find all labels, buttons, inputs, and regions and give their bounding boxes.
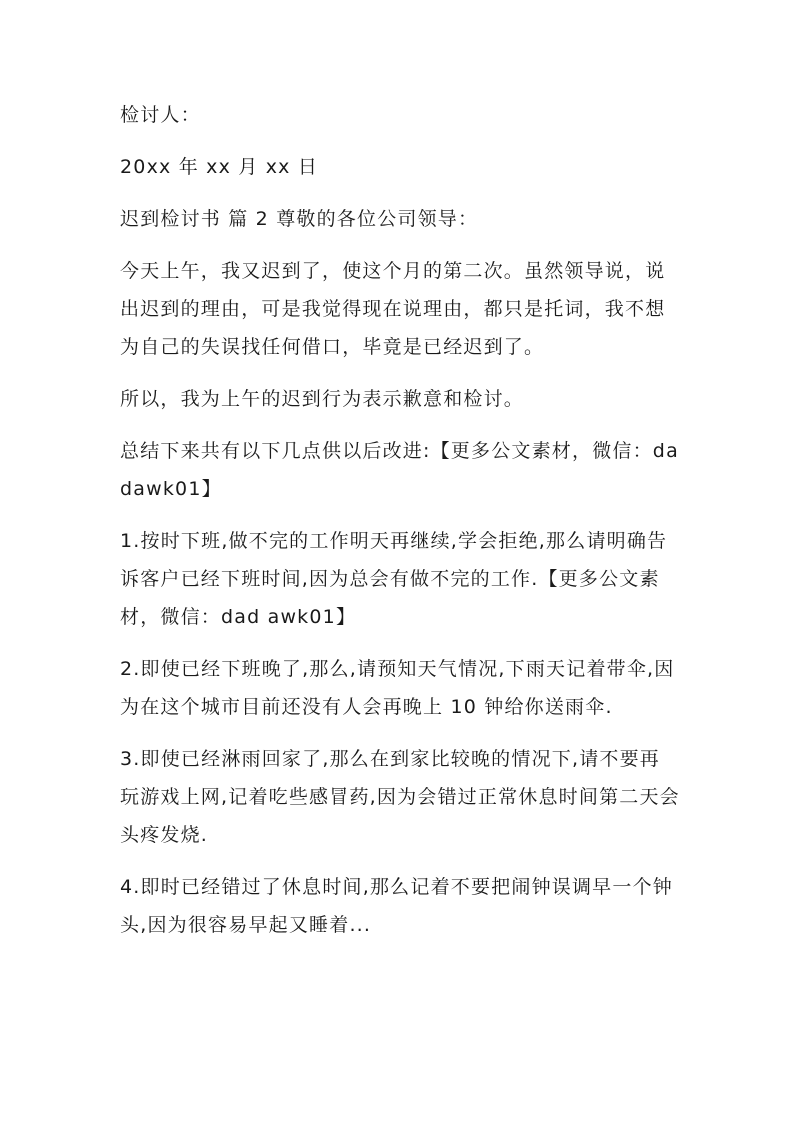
document-body: [120, 96, 680, 958]
section-heading: 迟到检讨书 篇 2 尊敬的各位公司领导：: [120, 208, 479, 230]
signature-line: 检讨人：: [120, 104, 201, 126]
list-item-4: 4.即时已经错过了休息时间,那么记着不要把闹钟误调早一个钟头,因为很容易早起又睡着...: [120, 876, 673, 936]
list-item-3: 3.即使已经淋雨回家了,那么在到家比较晚的情况下,请不要再玩游戏上网,记着吃些感冒药,因为会错过正常休息时间第二天会头疼发烧.: [120, 748, 680, 846]
list-item-1: 1.按时下班,做不完的工作明天再继续,学会拒绝,那么请明确告诉客户已经下班时间,因为总会有做不完的工作.【更多公文素材，微信：dad awk01】: [120, 530, 668, 628]
list-item-2: 2.即使已经下班晚了,那么,请预知天气情况,下雨天记着带伞,因为在这个城市目前还没有人会再晚上 10 钟给你送雨伞.: [120, 658, 675, 718]
body-paragraph-intro: 今天上午，我又迟到了，使这个月的第二次。虽然领导说，说出迟到的理由，可是我觉得现在说理由，都只是托词，我不想为自己的失误找任何借口，毕竟是已经迟到了。: [120, 260, 666, 358]
body-paragraph-apology: 所以，我为上午的迟到行为表示歉意和检讨。: [120, 388, 525, 410]
date-line: 20xx 年 xx 月 xx 日: [120, 156, 319, 178]
body-paragraph-summary: 总结下来共有以下几点供以后改进:【更多公文素材，微信：dadawk01】: [120, 440, 679, 500]
